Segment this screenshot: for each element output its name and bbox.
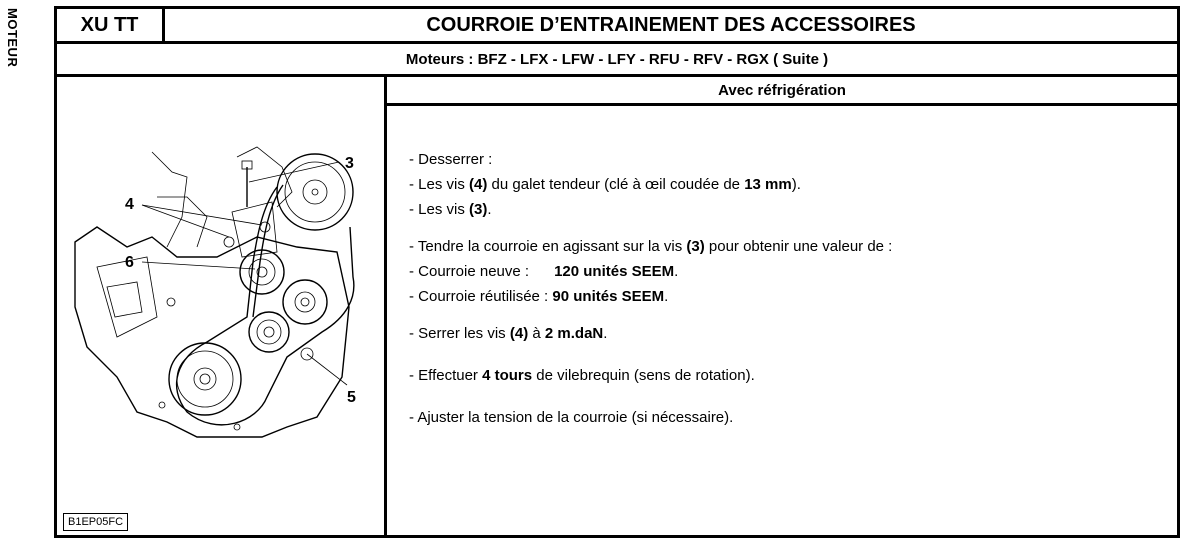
- step-text: - Tendre la courroie en agissant sur la vis: [409, 238, 687, 255]
- side-section-label: MOTEUR: [5, 8, 20, 68]
- step-text: - Courroie neuve :: [409, 263, 555, 280]
- screw-ref: (3): [686, 238, 705, 255]
- figure-reference: B1EP05FC: [63, 513, 128, 531]
- procedure-panel: [387, 77, 1177, 535]
- step-line: [409, 147, 1167, 172]
- callout-4: 4: [125, 196, 134, 213]
- step-line: [409, 234, 1167, 259]
- callout-6: 6: [125, 254, 134, 271]
- tool-size: 13 mm: [744, 176, 792, 193]
- step-text: à: [528, 325, 545, 342]
- section-title: Avec réfrigération: [387, 77, 1177, 106]
- step-line: [409, 363, 1167, 388]
- engine-belt-diagram: [57, 77, 384, 538]
- callout-5: 5: [347, 389, 356, 406]
- document-frame: [54, 6, 1180, 538]
- step-text: - Les vis: [409, 201, 470, 218]
- step-line: [409, 172, 1167, 197]
- step-text: pour obtenir une valeur de :: [704, 238, 893, 255]
- step-text: .: [664, 288, 669, 305]
- turn-count: 4 tours: [482, 367, 533, 384]
- tension-value: 120 unités SEEM: [554, 263, 675, 280]
- step-text: de vilebrequin (sens de rotation).: [532, 367, 755, 384]
- screw-ref: (4): [469, 176, 488, 193]
- callout-3: 3: [345, 155, 354, 172]
- engines-line: Moteurs : BFZ - LFX - LFW - LFY - RFU - RFV - RGX ( Suite ): [405, 50, 829, 68]
- step-text: - Courroie réutilisée :: [409, 288, 553, 305]
- step-text: - Les vis: [409, 176, 470, 193]
- figure-panel: [57, 77, 387, 535]
- engine-code: XU TT: [57, 9, 165, 41]
- page-title: COURROIE D’ENTRAINEMENT DES ACCESSOIRES: [426, 13, 916, 36]
- step-line: [409, 321, 1167, 346]
- step-text: .: [603, 325, 608, 342]
- step-line: [409, 259, 1167, 284]
- screw-ref: (3): [469, 201, 488, 218]
- step-text: .: [487, 201, 492, 218]
- step-text: - Desserrer :: [409, 151, 493, 168]
- procedure-steps: [409, 147, 1167, 430]
- tension-value: 90 unités SEEM: [552, 288, 665, 305]
- step-text: ).: [791, 176, 801, 193]
- torque-value: 2 m.daN: [544, 325, 604, 342]
- step-text: - Effectuer: [409, 367, 483, 384]
- step-text: - Ajuster la tension de la courroie (si nécessaire).: [409, 409, 734, 426]
- screw-ref: (4): [509, 325, 529, 342]
- step-text: du galet tendeur (clé à œil coudée de: [487, 176, 745, 193]
- step-text: .: [674, 263, 679, 280]
- step-text: - Serrer les vis: [409, 325, 510, 342]
- step-line: [409, 197, 1167, 222]
- step-line: [409, 284, 1167, 309]
- step-line: [409, 405, 1167, 430]
